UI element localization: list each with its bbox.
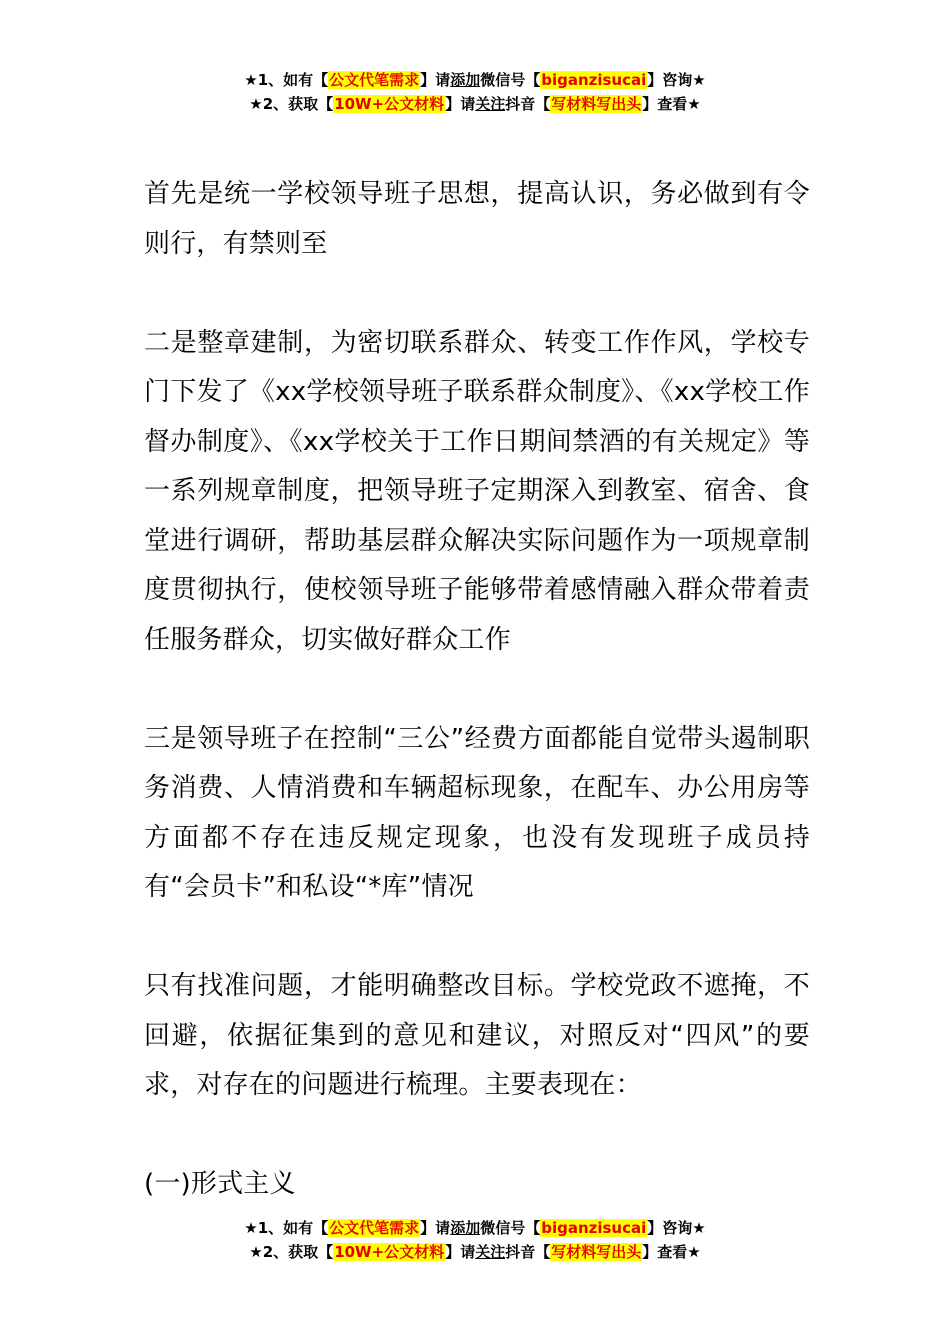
section-heading: (一)形式主义 bbox=[144, 1169, 296, 1199]
footer-banner bbox=[0, 1216, 950, 1264]
highlight-materials: 10W+公文材料 bbox=[334, 95, 445, 113]
highlight-service: 公文代笔需求 bbox=[329, 71, 420, 89]
footer-line-1: ★1、如有【公文代笔需求】请添加微信号【biganzisucai】咨询★ bbox=[244, 1219, 706, 1237]
footer-highlight-douyin-account: 写材料写出头 bbox=[551, 1243, 642, 1261]
banner-line-2: ★2、获取【10W+公文材料】请关注抖音【写材料写出头】查看★ bbox=[249, 95, 701, 113]
paragraph-2: 二是整章建制，为密切联系群众、转变工作作风，学校专门下发了《xx学校领导班子联系群众制度》、《xx学校工作督办制度》、《xx学校关于工作日期间禁酒的有关规定》等一系列规章制度，把领导班子定期深入到教室、宿舍、食堂进行调研，帮助基层群众解决实际问题作为一项规章制度贯彻执行，使校领导班子能够带着感情融入群众带着责任服务群众，切实做好群众工作 bbox=[144, 327, 810, 655]
paragraph-4: 只有找准问题，才能明确整改目标。学校党政不遮掩，不回避，依据征集到的意见和建议，对照反对“四风”的要求，对存在的问题进行梳理。主要表现在： bbox=[144, 971, 810, 1100]
paragraph-3: 三是领导班子在控制“三公”经费方面都能自觉带头遏制职务消费、人情消费和车辆超标现象，在配车、办公用房等方面都不存在违反规定现象，也没有发现班子成员持有“会员卡”和私设“*库”情况 bbox=[144, 723, 810, 902]
document-body bbox=[144, 170, 810, 1210]
header-banner bbox=[0, 68, 950, 116]
footer-highlight-materials: 10W+公文材料 bbox=[334, 1243, 445, 1261]
banner-line-1: ★1、如有【公文代笔需求】请添加微信号【biganzisucai】咨询★ bbox=[244, 71, 706, 89]
highlight-wechat-id: biganzisucai bbox=[541, 71, 647, 89]
paragraph-1: 首先是统一学校领导班子思想，提高认识，务必做到有令则行，有禁则至 bbox=[144, 179, 810, 259]
footer-highlight-wechat-id: biganzisucai bbox=[541, 1219, 647, 1237]
highlight-douyin-account: 写材料写出头 bbox=[551, 95, 642, 113]
footer-highlight-service: 公文代笔需求 bbox=[329, 1219, 420, 1237]
footer-line-2: ★2、获取【10W+公文材料】请关注抖音【写材料写出头】查看★ bbox=[249, 1243, 701, 1261]
